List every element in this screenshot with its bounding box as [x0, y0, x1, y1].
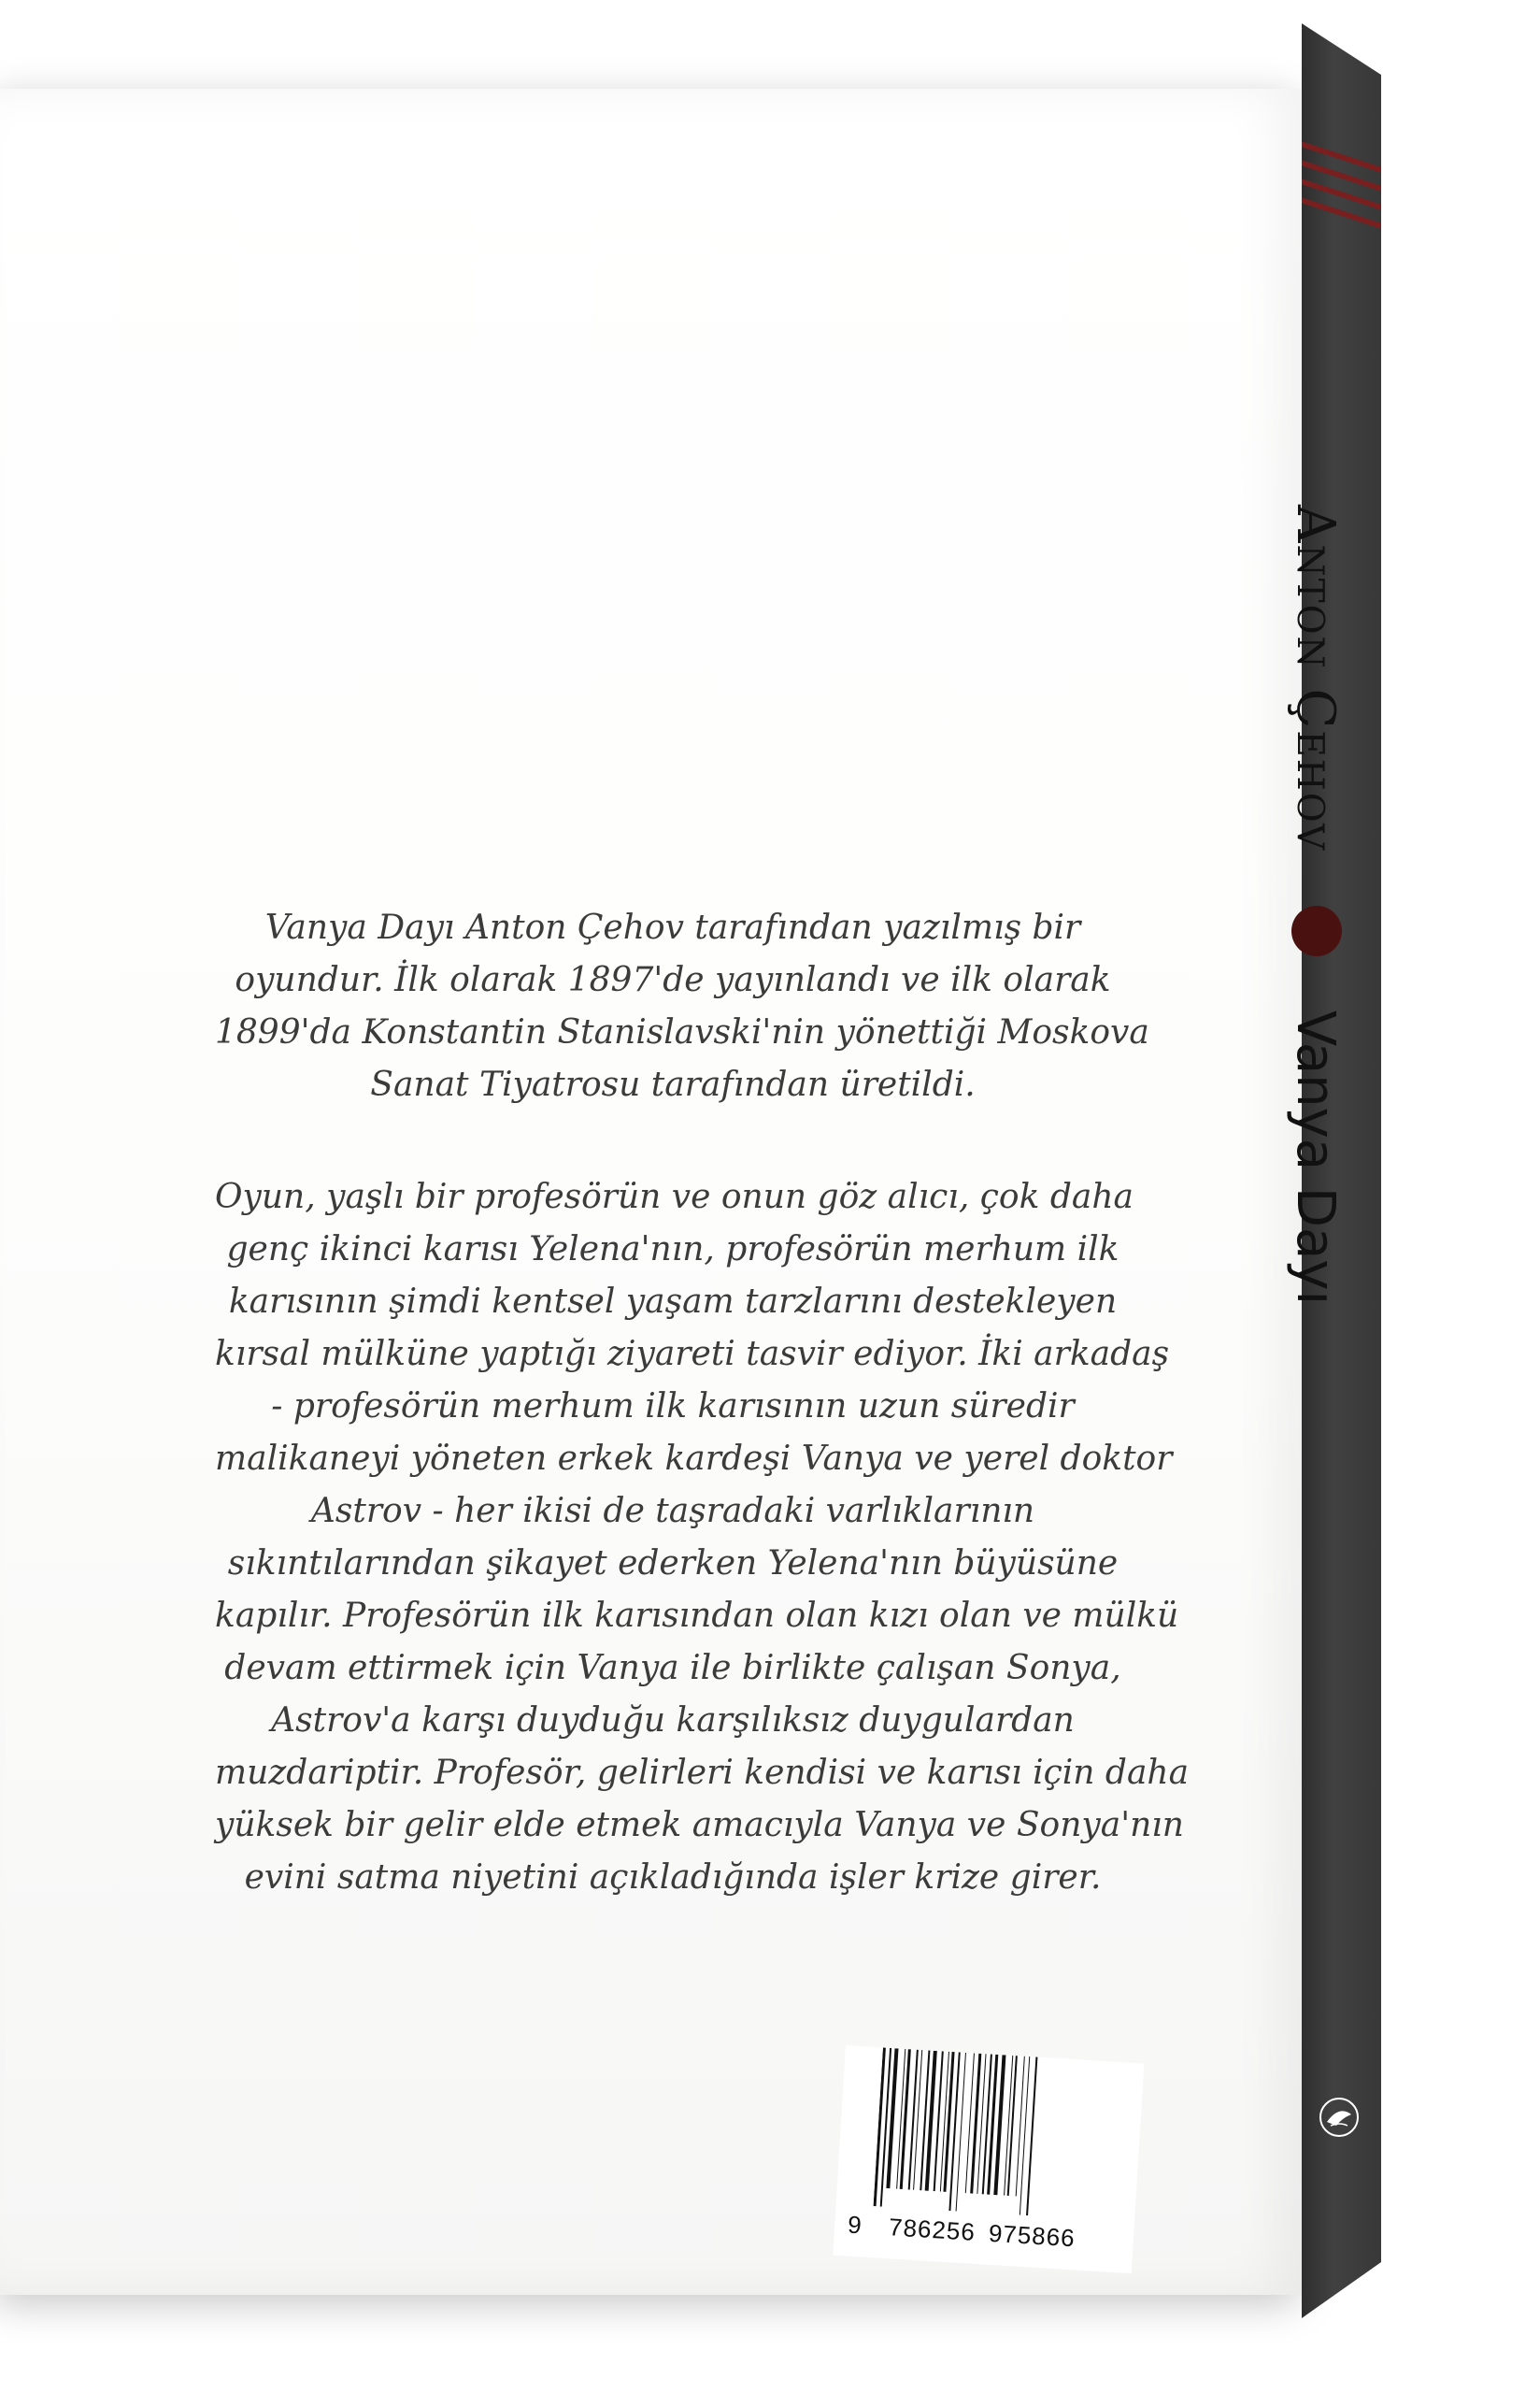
- blurb-line: kapılır. Profesörün ilk karısından olan kızı olan ve mülkü: [215, 1597, 1179, 1635]
- spine-stripes: [1302, 154, 1381, 257]
- blurb-text: [215, 902, 1190, 1904]
- blurb-line: - profesörün merhum ilk karısının uzun süredir: [271, 1387, 1075, 1426]
- barcode: [833, 2045, 1144, 2273]
- barcode-bar: [1016, 2056, 1025, 2197]
- blurb-line: Oyun, yaşlı bir profesörün ve onun göz alıcı, çok daha: [215, 1178, 1134, 1216]
- barcode-bar: [886, 2048, 898, 2188]
- blurb-line: muzdariptir. Profesör, gelirleri kendisi ve karısı için daha: [215, 1754, 1190, 1792]
- barcode-digit-first: 9: [847, 2210, 863, 2240]
- book-back-cover: [0, 89, 1304, 2295]
- blurb-line: Astrov - her ikisi de taşradaki varlıklarının: [310, 1492, 1035, 1530]
- blurb-line: 1899'da Konstantin Stanislavski'nin yönettiği Moskova: [215, 1013, 1149, 1052]
- blurb-line: karısının şimdi kentsel yaşam tarzlarını destekleyen: [228, 1282, 1118, 1321]
- blurb-line: kırsal mülküne yaptığı ziyareti tasvir ediyor. İki arkadaş: [215, 1335, 1170, 1373]
- blurb-line: genç ikinci karısı Yelena'nın, profesörün merhum ilk: [226, 1230, 1119, 1268]
- blurb-line: malikaneyi yöneten erkek kardeşi Vanya ve yerel doktor: [215, 1440, 1173, 1478]
- blurb-line: evini satma niyetini açıkladığında işler krize girer.: [244, 1858, 1102, 1897]
- spine-title: Vanya Dayı: [1285, 1010, 1346, 1306]
- blurb-line: yüksek bir gelir elde etmek amacıyla Vanya ve Sonya'nın: [215, 1806, 1184, 1844]
- spine-author: Anton Çehov: [1285, 505, 1346, 853]
- blurb-line: oyundur. İlk olarak 1897'de yayınlandı ve ilk olarak: [235, 961, 1111, 999]
- barcode-group-1: 786256: [888, 2213, 977, 2246]
- blurb-paragraph-1: [215, 902, 1149, 1111]
- blurb-line: Astrov'a karşı duyduğu karşılıksız duygulardan: [271, 1701, 1075, 1740]
- blurb-line: Sanat Tiyatrosu tarafından üretildi.: [370, 1066, 976, 1104]
- barcode-bar: [874, 2047, 886, 2206]
- blurb-paragraph-2: [215, 1171, 1190, 1904]
- spine-text: [1285, 505, 1346, 1305]
- spine-dot: [1292, 906, 1343, 956]
- barcode-bars: [874, 2047, 1107, 2219]
- blurb-line: devam ettirmek için Vanya ile birlikte çalışan Sonya,: [224, 1649, 1121, 1687]
- blurb-line: Vanya Dayı Anton Çehov tarafından yazılmış bir: [264, 909, 1081, 947]
- blurb-line: sıkıntılarından şikayet ederken Yelena'nın büyüsüne: [227, 1544, 1119, 1583]
- barcode-group-2: 975866: [988, 2218, 1077, 2253]
- barcode-bar: [970, 2054, 981, 2194]
- publisher-emblem-icon: [1316, 2094, 1362, 2141]
